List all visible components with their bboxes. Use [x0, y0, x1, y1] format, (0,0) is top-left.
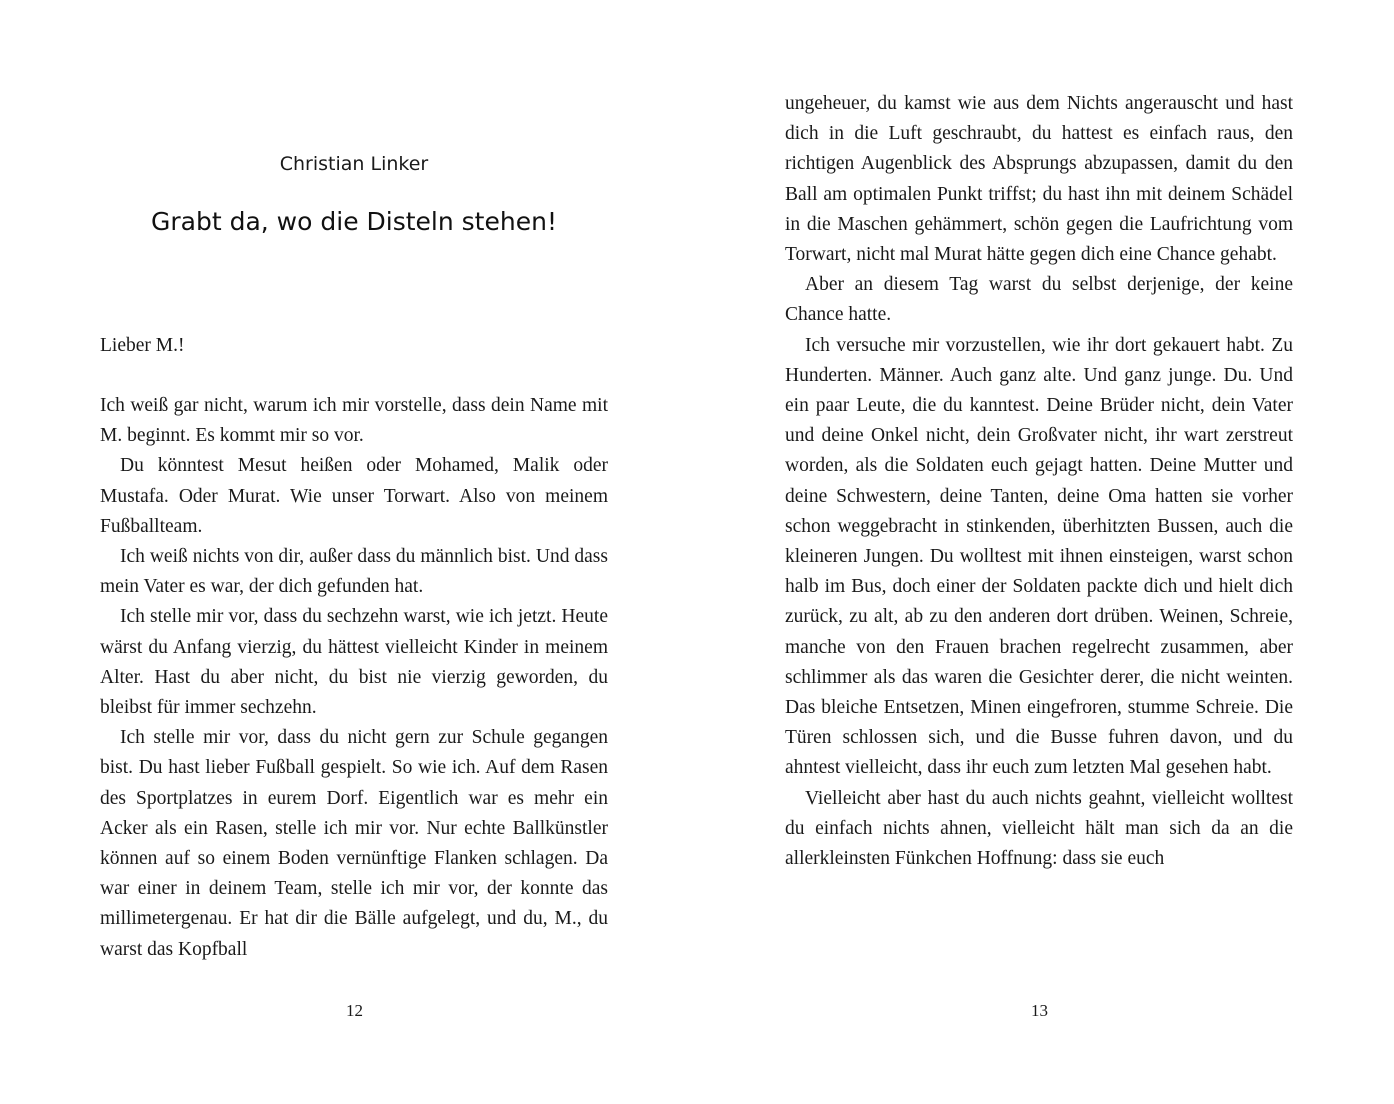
paragraph: Aber an diesem Tag warst du selbst derjenige, der keine Chance hatte.: [785, 274, 1293, 326]
paragraph: Ich stelle mir vor, dass du sechzehn warst, wie ich jetzt. Heute wärst du Anfang vierzig, du hättest vielleicht Kinder in meinem Alter. Hast du aber nicht, du bist nie vierzig geworden, du bleibst für immer sechzehn.: [100, 606, 608, 719]
paragraph: Ich versuche mir vorzustellen, wie ihr dort gekauert habt. Zu Hunderten. Männer. Auch ganz alte. Und ganz junge. Du. Und ein paar Leute, die du kanntest. Deine Brüder nicht, dein Vater und deine Onkel nicht, dein Großvater nicht, ihr wart zerstreut worden, als die Soldaten euch gejagt hatten. Deine Mutter und deine Schwestern, deine Tanten, deine Oma hatten sie vorher schon weggebracht in stinkenden, überhitzten Bussen, auch die kleineren Jungen. Du wolltest mit ihnen einsteigen, warst schon halb im Bus, doch einer der Soldaten packte dich und hielt dich zurück, zu alt, ab zu den anderen dort drüben. Weinen, Schreie, manche von den Frauen brachen regelrecht zusammen, aber schlimmer als das waren die Gesichter derer, die nicht weinten. Das bleiche Entsetzen, Minen eingefroren, stumme Schreie. Die Türen schlossen sich, und die Busse fuhren davon, und du ahntest vielleicht, dass ihr euch zum letzten Mal gesehen habt.: [785, 334, 1293, 779]
page-number: 13: [1031, 1001, 1048, 1020]
paragraph: Du könntest Mesut heißen oder Mohamed, Malik oder Mustafa. Oder Murat. Wie unser Torwart. Also von meinem Fußballteam.: [100, 455, 608, 537]
paragraph: Ich weiß gar nicht, warum ich mir vorstelle, dass dein Name mit M. beginnt. Es kommt mir so vor.: [100, 395, 608, 447]
right-page: [697, 0, 1394, 1104]
paragraph: ungeheuer, du kamst wie aus dem Nichts angerauscht und hast dich in die Luft geschraubt, du hattest es einfach raus, den richtigen Augenblick des Absprungs abzupassen, damit du den Ball am optimalen Punkt triffst; du hast ihn mit deinem Schädel in die Maschen gehämmert, schön gegen die Laufrichtung vom Torwart, nicht mal Murat hätte gegen dich eine Chance gehabt.: [785, 93, 1293, 266]
paragraph: Ich weiß nichts von dir, außer dass du männlich bist. Und dass mein Vater es war, der dich gefunden hat.: [100, 546, 608, 598]
paragraph: Ich stelle mir vor, dass du nicht gern zur Schule gegangen bist. Du hast lieber Fußball gespielt. So wie ich. Auf dem Rasen des Sportplatzes in eurem Dorf. Eigentlich war es mehr ein Acker als ein Rasen, stelle ich mir vor. Nur echte Ballkünstler können auf so einem Boden vernünftige Flanken schlagen. Da war einer in deinem Team, stelle ich mir vor, der konnte das millimetergenau. Er hat dir die Bälle aufgelegt, und du, M., du warst das Kopfball: [100, 727, 608, 960]
left-body-text: [100, 391, 608, 965]
chapter-title: Grabt da, wo die Disteln stehen!: [151, 207, 557, 236]
letter-salutation: Lieber M.!: [100, 335, 185, 356]
author-name: Christian Linker: [279, 153, 429, 175]
right-body-text: [785, 89, 1293, 874]
paragraph: Vielleicht aber hast du auch nichts geahnt, vielleicht wolltest du einfach nichts ahnen, vielleicht hält man sich da an die allerkleinsten Fünkchen Hoffnung: dass sie euch: [785, 787, 1293, 870]
page-number: 12: [346, 1001, 363, 1020]
